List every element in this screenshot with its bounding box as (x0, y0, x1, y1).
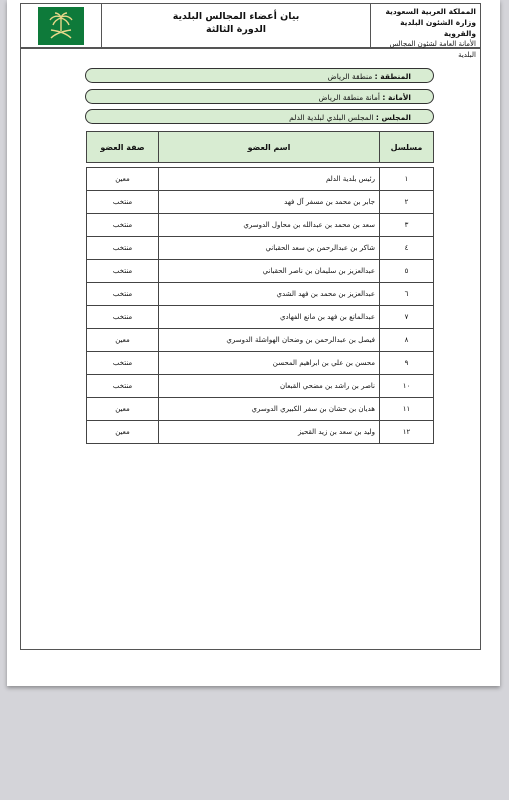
palm-swords-emblem-icon (38, 7, 84, 45)
row-serial: ١٠ (380, 375, 434, 398)
row-status: معين (87, 398, 159, 421)
row-name: شاكر بن عبدالرحمن بن سعد الحقباني (159, 237, 380, 260)
ministry-line-2: وزارة الشئون البلدية والقروية (400, 18, 476, 38)
row-name: عبدالمانع بن فهد بن مانع الفهادي (159, 306, 380, 329)
row-name: جابر بن محمد بن مسفر آل فهد (159, 191, 380, 214)
table-header-row (87, 132, 434, 163)
row-status: معين (87, 329, 159, 352)
row-serial: ٣ (380, 214, 434, 237)
row-status: منتخب (87, 237, 159, 260)
municipality-field (85, 89, 434, 104)
row-serial: ٢ (380, 191, 434, 214)
row-name: هديان بن حشان بن سفر الكبيري الدوسري (159, 398, 380, 421)
table-row (87, 375, 434, 398)
row-name: عبدالعزيز بن سليمان بن ناصر الحقباني (159, 260, 380, 283)
row-serial: ٨ (380, 329, 434, 352)
row-name: رئيس بلدية الدلم (159, 168, 380, 191)
row-serial: ١١ (380, 398, 434, 421)
row-name: وليد بن سعد بن زيد القحيز (159, 421, 380, 444)
header-name: اسم العضو (159, 132, 380, 163)
row-name: فيصل بن عبدالرحمن بن وضحان الهواشلة الدوسري (159, 329, 380, 352)
title-block (101, 4, 370, 47)
row-status: معين (87, 168, 159, 191)
municipality-value: أمانة منطقة الرياض (318, 93, 381, 102)
header-status: صفة العضو (87, 132, 159, 163)
row-name: سعد بن محمد بن عبدالله بن محاول الدوسري (159, 214, 380, 237)
row-status: منتخب (87, 260, 159, 283)
document-title: بيان أعضاء المجالس البلدية (172, 11, 300, 22)
row-serial: ٦ (380, 283, 434, 306)
row-status: منتخب (87, 306, 159, 329)
table-row (87, 214, 434, 237)
row-status: منتخب (87, 352, 159, 375)
table-row (87, 237, 434, 260)
council-label: المجلس : (375, 113, 411, 122)
table-row (87, 283, 434, 306)
ministry-line-3: الأمانة العامة لشئون المجالس البلدية (389, 40, 476, 59)
municipality-label: الأمانة : (382, 93, 411, 102)
region-field (85, 68, 434, 83)
row-status: منتخب (87, 375, 159, 398)
council-field (85, 109, 434, 124)
row-serial: ١ (380, 168, 434, 191)
header-serial: مسلسل (380, 132, 434, 163)
table-row (87, 260, 434, 283)
table-row (87, 421, 434, 444)
table-row (87, 191, 434, 214)
row-serial: ٩ (380, 352, 434, 375)
row-name: ناصر بن راشد بن مضحي القبعان (159, 375, 380, 398)
logo-block (21, 4, 101, 47)
row-name: محسن بن علي بن ابراهيم المحسن (159, 352, 380, 375)
row-status: منتخب (87, 214, 159, 237)
table-row (87, 306, 434, 329)
council-value: المجلس البلدي لبلدية الدلم (289, 113, 374, 122)
row-serial: ٥ (380, 260, 434, 283)
row-status: منتخب (87, 283, 159, 306)
row-status: معين (87, 421, 159, 444)
table-row (87, 329, 434, 352)
ministry-block (370, 4, 480, 59)
row-serial: ٧ (380, 306, 434, 329)
table-row (87, 352, 434, 375)
table-row (87, 168, 434, 191)
row-status: منتخب (87, 191, 159, 214)
row-serial: ٤ (380, 237, 434, 260)
document-header (20, 3, 481, 59)
row-name: عبدالعزيز بن محمد بن فهد الشدي (159, 283, 380, 306)
document-subtitle: الدورة الثالثة (205, 24, 267, 35)
members-table (86, 131, 434, 444)
region-label: المنطقة : (374, 72, 411, 81)
table-row (87, 398, 434, 421)
ministry-line-1: المملكة العربية السعودية (385, 7, 476, 16)
region-value: منطقة الرياض (327, 72, 373, 81)
row-serial: ١٢ (380, 421, 434, 444)
